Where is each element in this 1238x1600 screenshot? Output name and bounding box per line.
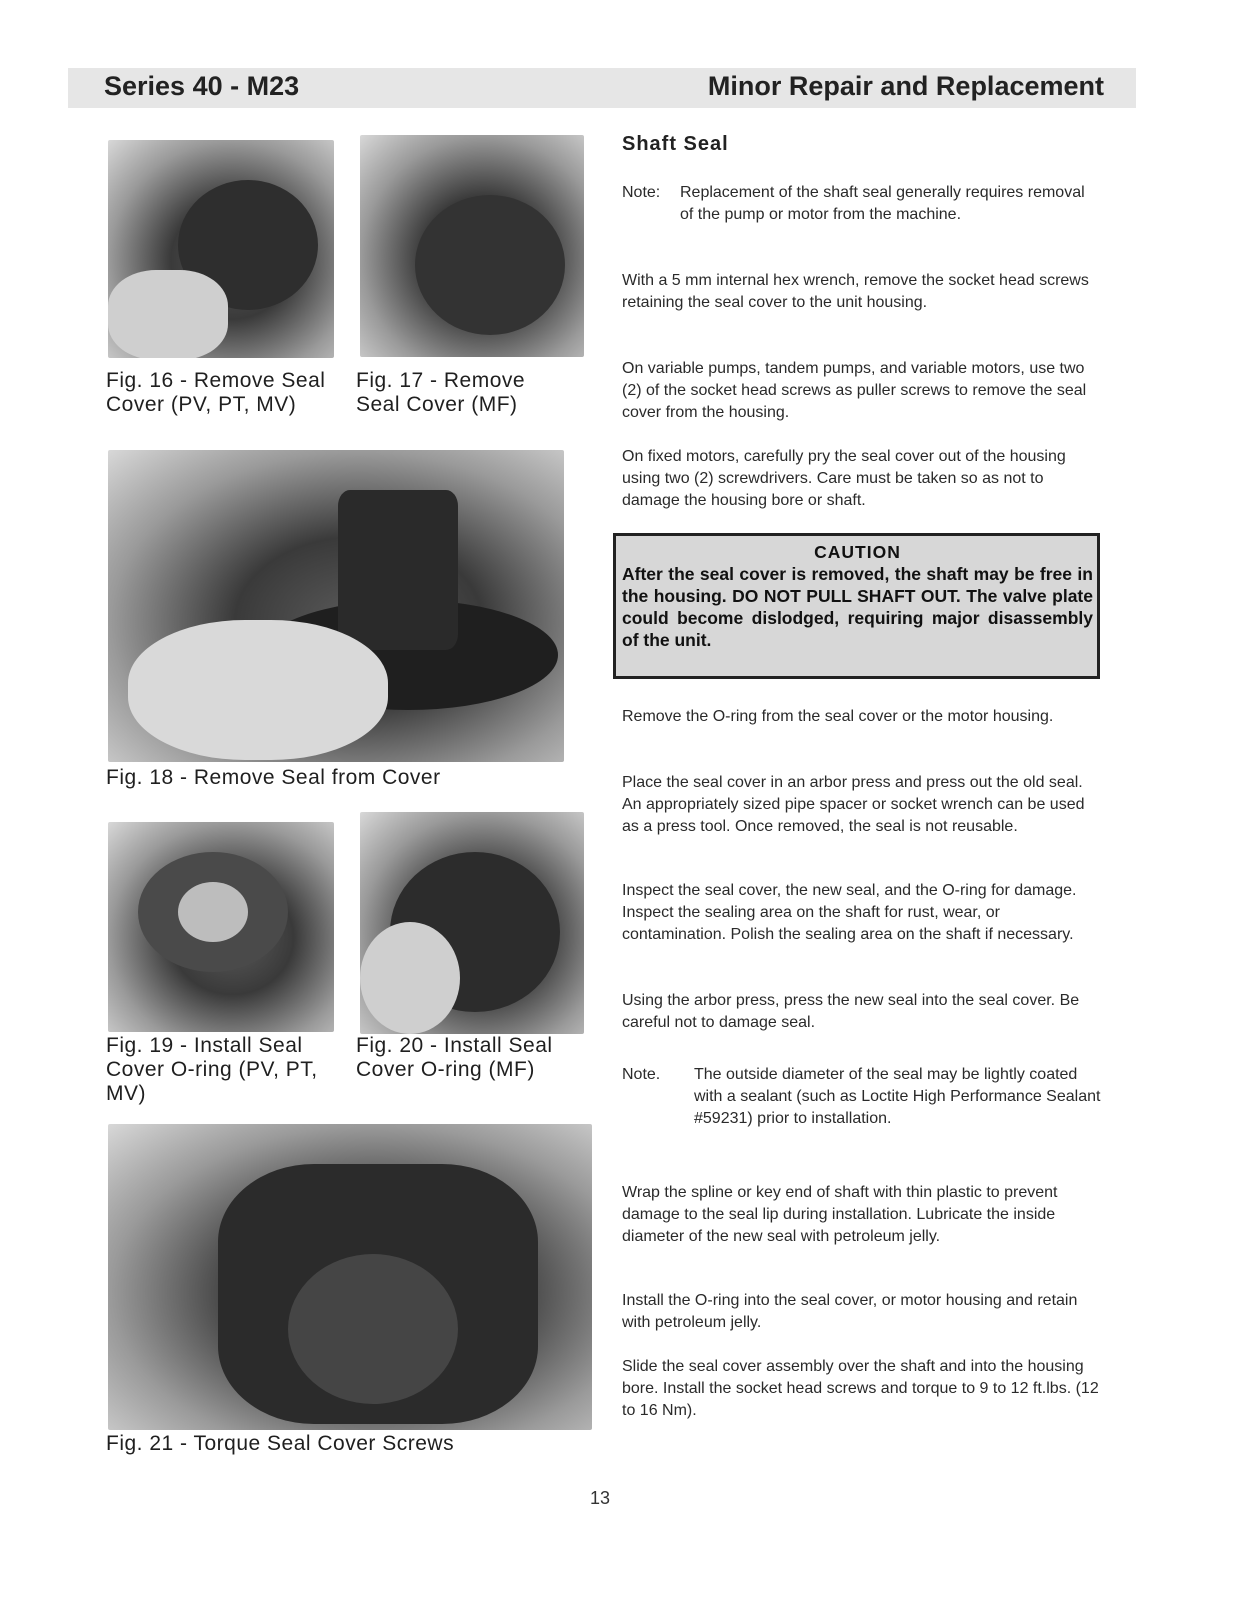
caption-fig16: Fig. 16 - Remove Seal Cover (PV, PT, MV) [106, 369, 326, 416]
paragraph-9: Install the O-ring into the seal cover, or motor housing and retain with petroleum jelly. [622, 1292, 1078, 1331]
page-header [68, 68, 1136, 108]
photo-fig21 [108, 1124, 592, 1430]
paragraph-3: On fixed motors, carefully pry the seal cover out of the housing using two (2) screwdrivers. Care must be taken so as not to damage the housing bore or shaft. [622, 448, 1066, 509]
caption-fig18: Fig. 18 - Remove Seal from Cover [106, 766, 441, 789]
photo-fig19 [108, 822, 334, 1032]
paragraph-7: Using the arbor press, press the new seal into the seal cover. Be careful not to damage seal. [622, 992, 1080, 1031]
photo-fig18 [108, 450, 564, 762]
paragraph-8: Wrap the spline or key end of shaft with thin plastic to prevent damage to the seal lip during installation. Lubricate the inside diameter of the new seal with petroleum jelly. [622, 1184, 1058, 1245]
caption-fig17: Fig. 17 - Remove Seal Cover (MF) [356, 369, 526, 416]
caption-fig21: Fig. 21 - Torque Seal Cover Screws [106, 1432, 455, 1455]
caption-fig20: Fig. 20 - Install Seal Cover O-ring (MF) [356, 1034, 553, 1081]
paragraph-6: Inspect the seal cover, the new seal, and the O-ring for damage. Inspect the sealing area on the shaft for rust, wear, or contamination. Polish the sealing area on the shaft if necessary. [622, 882, 1077, 943]
header-series: Series 40 - M23 [104, 71, 300, 101]
paragraph-2: On variable pumps, tandem pumps, and variable motors, use two (2) of the socket head screws as puller screws to remove the seal cover from the housing. [622, 360, 1087, 421]
caution-text: After the seal cover is removed, the shaft may be free in the housing. DO NOT PULL SHAFT OUT. The valve plate could become dislodged, requiring major disassembly of the unit. [622, 564, 1093, 650]
photo-fig16 [108, 140, 334, 358]
photo-fig20 [360, 812, 584, 1034]
section-title: Shaft Seal [622, 133, 729, 155]
caption-fig19: Fig. 19 - Install Seal Cover O-ring (PV, PT, MV) [106, 1034, 318, 1105]
photo-fig17 [360, 135, 584, 357]
caution-title: CAUTION [814, 542, 901, 562]
header-section-title: Minor Repair and Replacement [707, 71, 1104, 101]
paragraph-5: Place the seal cover in an arbor press and press out the old seal. An appropriately sized pipe spacer or socket wrench can be used as a press tool. Once removed, the seal is not reusable. [622, 774, 1085, 835]
caution-box [613, 533, 1100, 679]
paragraph-1: With a 5 mm internal hex wrench, remove the socket head screws retaining the seal cover to the unit housing. [622, 272, 1089, 311]
note-2-text: The outside diameter of the seal may be lightly coated with a sealant (such as Loctite High Performance Sealant #59231) prior to installation. [694, 1066, 1101, 1127]
note-1-label: Note: [622, 184, 661, 201]
note-1 [622, 182, 1102, 226]
note-2 [622, 1064, 1102, 1130]
note-2-label: Note. [622, 1066, 661, 1083]
page-number: 13 [590, 1488, 611, 1508]
paragraph-10: Slide the seal cover assembly over the shaft and into the housing bore. Install the socket head screws and torque to 9 to 12 ft.lbs. (12 to 16 Nm). [622, 1358, 1099, 1419]
paragraph-4: Remove the O-ring from the seal cover or the motor housing. [622, 708, 1054, 725]
note-1-text: Replacement of the shaft seal generally requires removal of the pump or motor from the machine. [680, 184, 1085, 223]
